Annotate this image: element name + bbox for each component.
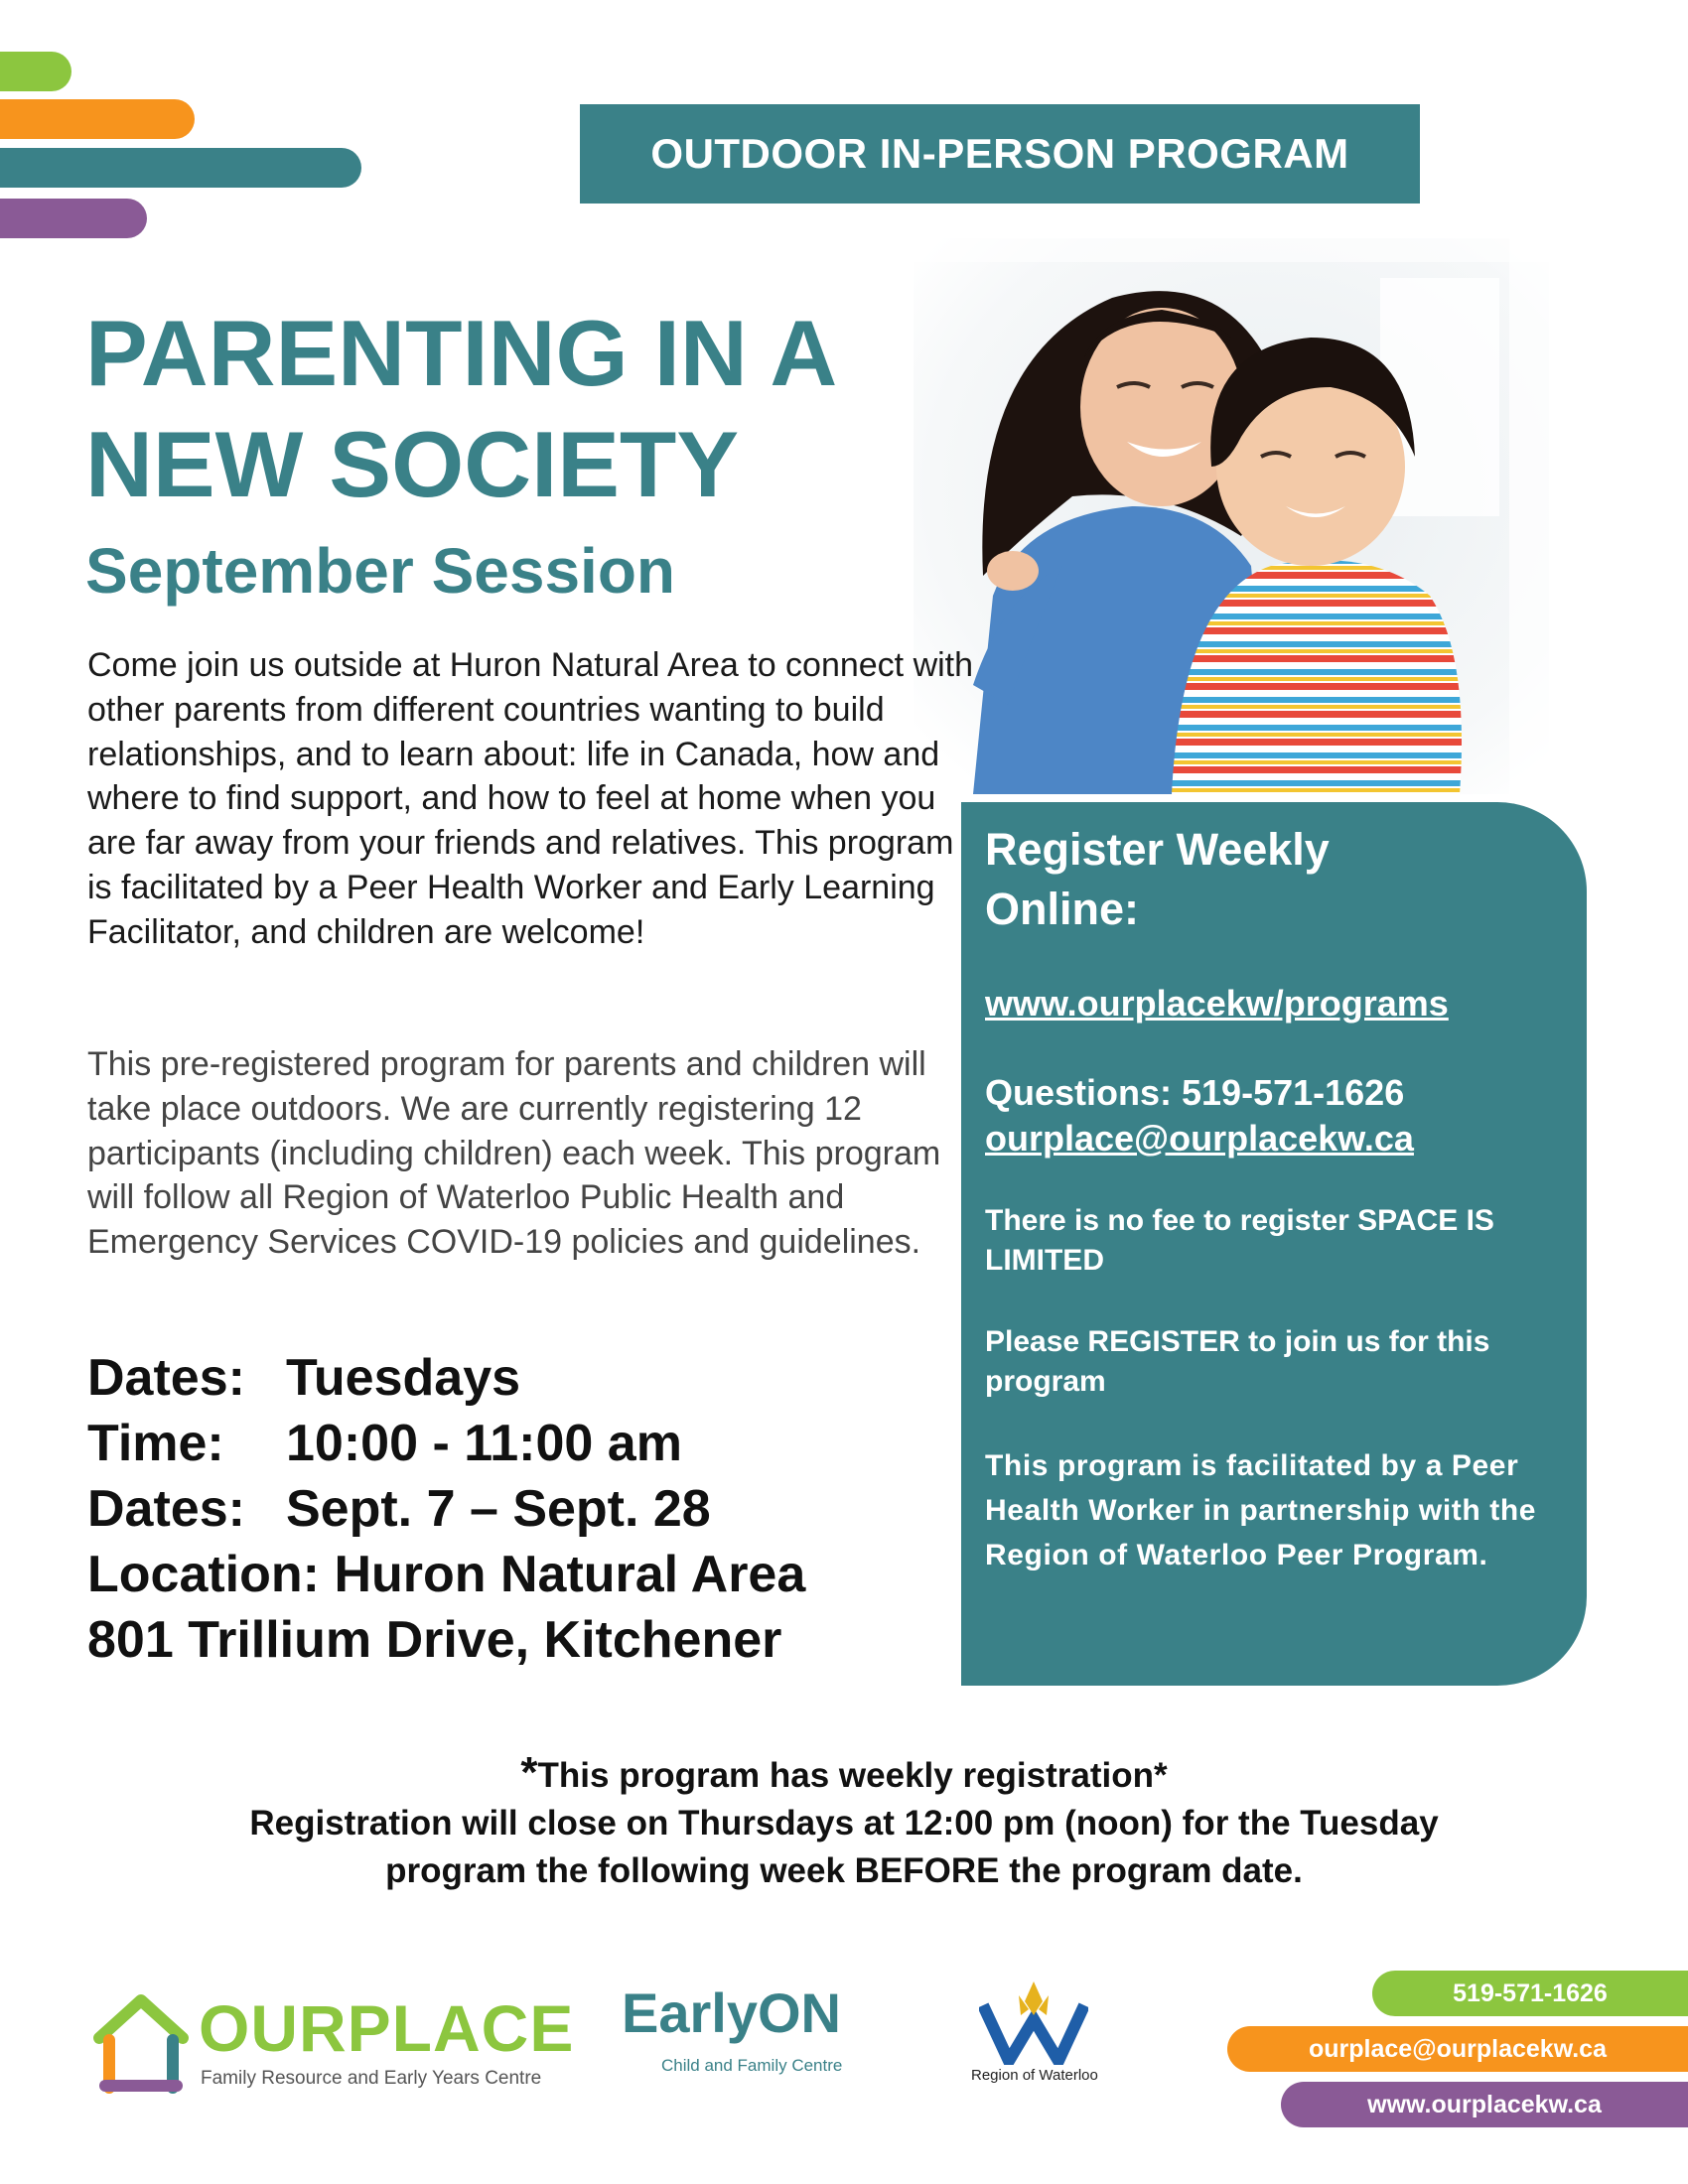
schedule-details bbox=[87, 1345, 805, 1673]
days-label: Dates: bbox=[87, 1349, 245, 1407]
dates-row bbox=[87, 1476, 805, 1542]
session-subtitle: September Session bbox=[85, 535, 675, 607]
contact-email-link[interactable]: ourplace@ourplacekw.ca bbox=[985, 1118, 1414, 1159]
ourplace-house-icon bbox=[91, 1990, 191, 2100]
fee-note: There is no fee to register SPACE IS LIMITED bbox=[985, 1204, 1494, 1277]
ourplace-tagline: Family Resource and Early Years Centre bbox=[201, 2068, 542, 2089]
region-wordmark: Region of Waterloo bbox=[971, 2067, 1098, 2084]
title-line-2: NEW SOCIETY bbox=[85, 412, 740, 516]
ourplace-logo bbox=[91, 1990, 575, 2100]
address-row: 801 Trillium Drive, Kitchener bbox=[87, 1611, 782, 1669]
ourplace-wordmark: OURPLACE bbox=[199, 1991, 575, 2065]
decorative-bar-orange bbox=[0, 99, 195, 139]
days-row bbox=[87, 1345, 805, 1411]
earlyon-logo bbox=[622, 1980, 860, 2080]
region-of-waterloo-logo bbox=[963, 1976, 1102, 2095]
register-panel bbox=[961, 802, 1587, 1686]
notice-line-1 bbox=[0, 1749, 1688, 1800]
waterloo-w-icon bbox=[979, 1976, 1088, 2065]
program-type-banner: OUTDOOR IN-PERSON PROGRAM bbox=[580, 104, 1420, 204]
questions-phone: Questions: 519-571-1626 bbox=[985, 1072, 1405, 1113]
notice-line-2: Registration will close on Thursdays at 12:00 pm (noon) for the Tuesday bbox=[249, 1804, 1439, 1843]
notice-star: * bbox=[520, 1748, 538, 1797]
page-title bbox=[85, 298, 919, 520]
time-row bbox=[87, 1411, 805, 1476]
registration-notice bbox=[0, 1749, 1688, 1895]
dates-label: Dates: bbox=[87, 1480, 245, 1538]
notice-line-1-text: This program has weekly registration* bbox=[537, 1756, 1168, 1795]
footer-website[interactable]: www.ourplacekw.ca bbox=[1281, 2082, 1688, 2127]
location-label: Location: bbox=[87, 1546, 320, 1603]
days-value: Tuesdays bbox=[286, 1349, 521, 1407]
decorative-bar-teal bbox=[0, 148, 361, 188]
dates-value: Sept. 7 – Sept. 28 bbox=[286, 1480, 711, 1538]
register-heading bbox=[985, 820, 1571, 939]
footer-email[interactable]: ourplace@ourplacekw.ca bbox=[1227, 2026, 1688, 2072]
register-link[interactable]: www.ourplacekw/programs bbox=[985, 983, 1449, 1024]
location-row bbox=[87, 1542, 805, 1607]
location-value: Huron Natural Area bbox=[334, 1546, 806, 1603]
footer-phone[interactable]: 519-571-1626 bbox=[1372, 1971, 1688, 2016]
decorative-bar-purple bbox=[0, 199, 147, 238]
register-heading-line-1: Register Weekly bbox=[985, 824, 1330, 875]
register-heading-line-2: Online: bbox=[985, 884, 1139, 934]
earlyon-wordmark: EarlyON bbox=[622, 1981, 841, 2044]
notice-line-3: program the following week BEFORE the program date. bbox=[385, 1851, 1303, 1890]
program-details-paragraph: This pre-registered program for parents and children will take place outdoors. We are currently registering 12 participants (including children) each week. This program will follow all Region of Waterloo Public Health and Emergency Services COVID-19 policies and guidelines. bbox=[87, 1045, 941, 1262]
earlyon-tagline: Child and Family Centre bbox=[661, 2056, 843, 2075]
register-note: Please REGISTER to join us for this program bbox=[985, 1325, 1490, 1398]
decorative-bar-green bbox=[0, 52, 71, 91]
time-label: Time: bbox=[87, 1415, 224, 1472]
mother-child-photo bbox=[914, 238, 1549, 794]
intro-paragraph: Come join us outside at Huron Natural Area to connect with other parents from different countries wanting to build relationships, and to learn about: life in Canada, how and where to find support, and how to feel at home when you are far away from your friends and relatives. This program is facilitated by a Peer Health Worker and Early Learning Facilitator, and children are welcome! bbox=[87, 646, 974, 951]
title-line-1: PARENTING IN A bbox=[85, 301, 838, 405]
time-value: 10:00 - 11:00 am bbox=[286, 1415, 682, 1472]
facilitated-note: This program is facilitated by a Peer Health Worker in partnership with the Region of Waterloo Peer Program. bbox=[985, 1449, 1537, 1571]
